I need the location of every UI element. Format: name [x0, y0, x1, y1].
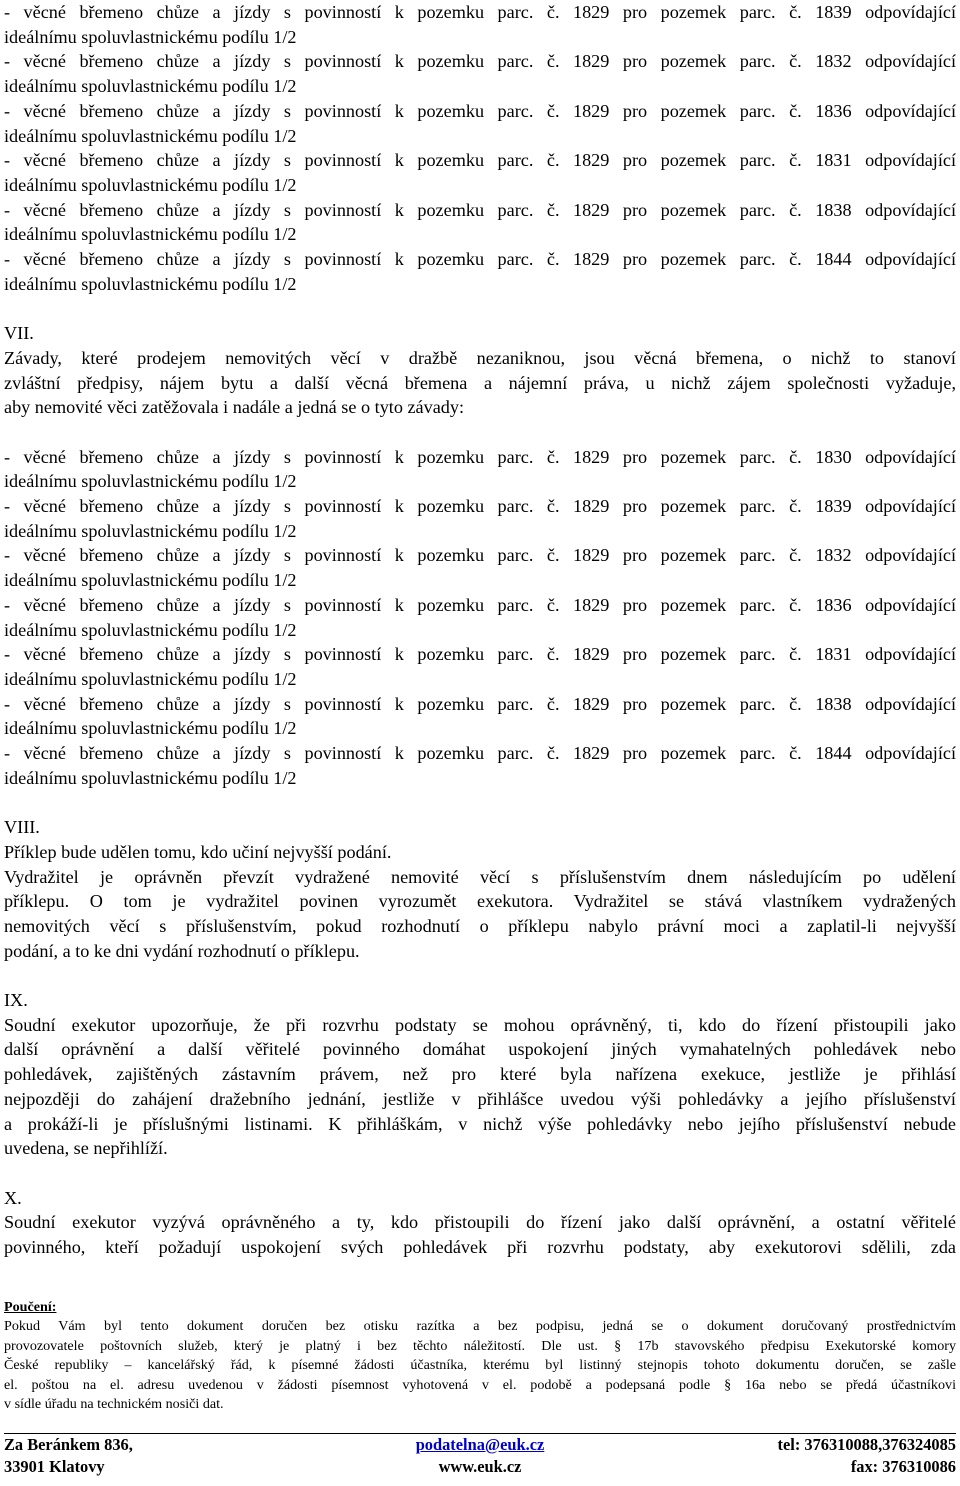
paragraph-line: Soudní exekutor upozorňuje, že při rozvrhu podstaty se mohou oprávněný, ti, kdo do řízení přistoupili jako — [4, 1014, 956, 1035]
paragraph-line: Závady, které prodejem nemovitých věcí v dražbě nezaniknou, jsou věcná břemena, o nichž to stanoví — [4, 347, 956, 368]
paragraph-line: pohledávek, zajištěných zástavním právem, než pro které byla nařízena exekuce, jestliže je přihlásí — [4, 1064, 956, 1085]
list-item-line: - věcné břemeno chůze a jízdy s povinností k pozemku parc. č. 1829 pro pozemek parc. č. 1838 odpovídající — [4, 693, 956, 714]
footer-web-link[interactable]: www.euk.cz — [438, 1457, 522, 1476]
footer-address-street: Za Beránkem 836, — [4, 1435, 133, 1454]
section-heading: IX. — [4, 990, 28, 1011]
list-item — [4, 148, 956, 197]
paragraph-line: nejpozději do zahájení dražebního jednání, jestliže v přihlášce uvedou výši pohledávky a jejího příslušenství — [4, 1088, 956, 1109]
section-heading: X. — [4, 1187, 22, 1208]
list-item — [4, 49, 956, 98]
list-item-line: ideálnímu spoluvlastnickému podílu 1/2 — [4, 520, 297, 541]
list-item-line: - věcné břemeno chůze a jízdy s povinností k pozemku parc. č. 1829 pro pozemek parc. č. 1832 odpovídající — [4, 545, 956, 566]
list-item-line: ideálnímu spoluvlastnickému podílu 1/2 — [4, 570, 297, 591]
notice-line: České republiky – kancelářský řád, k písemné žádosti účastníka, kterému byl listinný stejnopis tohoto dokumentu doručen, se zašle — [4, 1357, 956, 1374]
list-item-line: ideálnímu spoluvlastnickému podílu 1/2 — [4, 668, 297, 689]
section-heading: VII. — [4, 323, 34, 344]
footer-address-city: 33901 Klatovy — [4, 1457, 105, 1476]
list-item-line: - věcné břemeno chůze a jízdy s povinností k pozemku parc. č. 1829 pro pozemek parc. č. 1844 odpovídající — [4, 743, 956, 764]
paragraph-line: Soudní exekutor vyzývá oprávněného a ty, kdo přistoupili do řízení jako další oprávnění, a ostatní věřitelé — [4, 1212, 956, 1233]
list-item-line: - věcné břemeno chůze a jízdy s povinností k pozemku parc. č. 1829 pro pozemek parc. č. 1838 odpovídající — [4, 199, 956, 220]
list-item-line: ideálnímu spoluvlastnickému podílu 1/2 — [4, 76, 297, 97]
footer-row — [4, 1434, 956, 1456]
paragraph-line: další oprávnění a další věřitelé povinného domáhat uspokojení jiných vymahatelných pohledávek nebo — [4, 1039, 956, 1060]
notice-block — [4, 1298, 956, 1414]
page-footer — [4, 1433, 956, 1478]
notice-line: Pokud Vám byl tento dokument doručen bez otisku razítka a bez podpisu, jedná se o dokument doručovaný prostřednictvím — [4, 1318, 956, 1335]
list-item — [4, 99, 956, 148]
list-item-line: ideálnímu spoluvlastnickému podílu 1/2 — [4, 619, 297, 640]
list-item-line: - věcné břemeno chůze a jízdy s povinností k pozemku parc. č. 1829 pro pozemek parc. č. 1836 odpovídající — [4, 100, 956, 121]
section-viii — [4, 815, 956, 963]
notice-heading: Poučení: — [4, 1299, 57, 1315]
paragraph-line: nemovitých věcí s příslušenstvím, pokud rozhodnutí o příklepu nabylo právní moci a zaplatil-li nejvyšší — [4, 915, 956, 936]
list-item-line: ideálnímu spoluvlastnickému podílu 1/2 — [4, 224, 297, 245]
list-item-line: ideálnímu spoluvlastnickému podílu 1/2 — [4, 273, 297, 294]
paragraph-line: uvedena, se nepřihlíží. — [4, 1138, 168, 1159]
list-item-line: - věcné břemeno chůze a jízdy s povinností k pozemku parc. č. 1829 pro pozemek parc. č. 1836 odpovídající — [4, 594, 956, 615]
list-item — [4, 445, 956, 494]
list-item — [4, 692, 956, 741]
list-item — [4, 741, 956, 790]
notice-line: el. poštou na el. adresu uvedenou v žádosti písemnost vyhotovená v el. podobě a podepsaná podle § 16a nebo se předá účastníkovi — [4, 1376, 956, 1393]
list-item-line: - věcné břemeno chůze a jízdy s povinností k pozemku parc. č. 1829 pro pozemek parc. č. 1830 odpovídající — [4, 446, 956, 467]
footer-row — [4, 1456, 956, 1478]
section-heading: VIII. — [4, 817, 40, 838]
footer-fax: fax: 376310086 — [850, 1457, 956, 1476]
easement-list-top — [4, 0, 956, 296]
paragraph-line: povinného, kteří požadují uspokojení svých pohledávek při rozvrhu podstaty, aby exekutorovi sdělili, zda — [4, 1237, 956, 1258]
list-item — [4, 593, 956, 642]
list-item — [4, 494, 956, 543]
list-item — [4, 543, 956, 592]
list-item-line: ideálnímu spoluvlastnickému podílu 1/2 — [4, 471, 297, 492]
paragraph-line: Příklep bude udělen tomu, kdo učiní nejvyšší podání. — [4, 841, 392, 862]
list-item-line: ideálnímu spoluvlastnickému podílu 1/2 — [4, 767, 297, 788]
list-item-line: - věcné břemeno chůze a jízdy s povinností k pozemku parc. č. 1829 pro pozemek parc. č. 1839 odpovídající — [4, 496, 956, 517]
notice-line: v sídle úřadu na technickém nosiči dat. — [4, 1396, 224, 1413]
list-item-line: ideálnímu spoluvlastnickému podílu 1/2 — [4, 125, 297, 146]
paragraph-line: a prokáží-li je příslušnými listinami. K přihláškám, v nichž výše pohledávky nebo jejího příslušenství nebude — [4, 1113, 956, 1134]
list-item — [4, 0, 956, 49]
section-ix — [4, 988, 956, 1161]
list-item-line: - věcné břemeno chůze a jízdy s povinností k pozemku parc. č. 1829 pro pozemek parc. č. 1839 odpovídající — [4, 2, 956, 22]
document-page — [4, 0, 956, 1260]
paragraph-line: Vydražitel je oprávněn převzít vydražené nemovité věcí s příslušenstvím dnem následujícím po udělení — [4, 866, 956, 887]
footer-tel: tel: 376310088,376324085 — [777, 1435, 956, 1454]
footer-email-link[interactable]: podatelna@euk.cz — [415, 1435, 545, 1454]
list-item — [4, 198, 956, 247]
paragraph-line: zvláštní předpisy, nájem bytu a další věcná břemena a nájemní práva, u nichž zájem společnosti vyžaduje, — [4, 372, 956, 393]
paragraph-line: příklepu. O tom je vydražitel povinen vyrozumět exekutora. Vydražitel se stává vlastníkem vydražených — [4, 891, 956, 912]
list-item — [4, 642, 956, 691]
list-item-line: ideálnímu spoluvlastnickému podílu 1/2 — [4, 26, 297, 47]
list-item-line: ideálnímu spoluvlastnickému podílu 1/2 — [4, 718, 297, 739]
paragraph-line: podání, a to ke dni vydání rozhodnutí o příklepu. — [4, 940, 360, 961]
notice-line: provozovatele poštovních služeb, který je platný i bez těchto náležitostí. Dle ust. § 17b stavovského předpisu Exekutorské komory — [4, 1337, 956, 1354]
list-item-line: - věcné břemeno chůze a jízdy s povinností k pozemku parc. č. 1829 pro pozemek parc. č. 1844 odpovídající — [4, 249, 956, 270]
list-item-line: ideálnímu spoluvlastnickému podílu 1/2 — [4, 174, 297, 195]
section-vii — [4, 321, 956, 420]
section-x — [4, 1186, 956, 1260]
list-item-line: - věcné břemeno chůze a jízdy s povinností k pozemku parc. č. 1829 pro pozemek parc. č. 1832 odpovídající — [4, 51, 956, 72]
easement-list-vii — [4, 445, 956, 791]
list-item — [4, 247, 956, 296]
list-item-line: - věcné břemeno chůze a jízdy s povinností k pozemku parc. č. 1829 pro pozemek parc. č. 1831 odpovídající — [4, 644, 956, 665]
paragraph-line: aby nemovité věci zatěžovala i nadále a jedná se o tyto závady: — [4, 397, 465, 418]
list-item-line: - věcné břemeno chůze a jízdy s povinností k pozemku parc. č. 1829 pro pozemek parc. č. 1831 odpovídající — [4, 150, 956, 171]
